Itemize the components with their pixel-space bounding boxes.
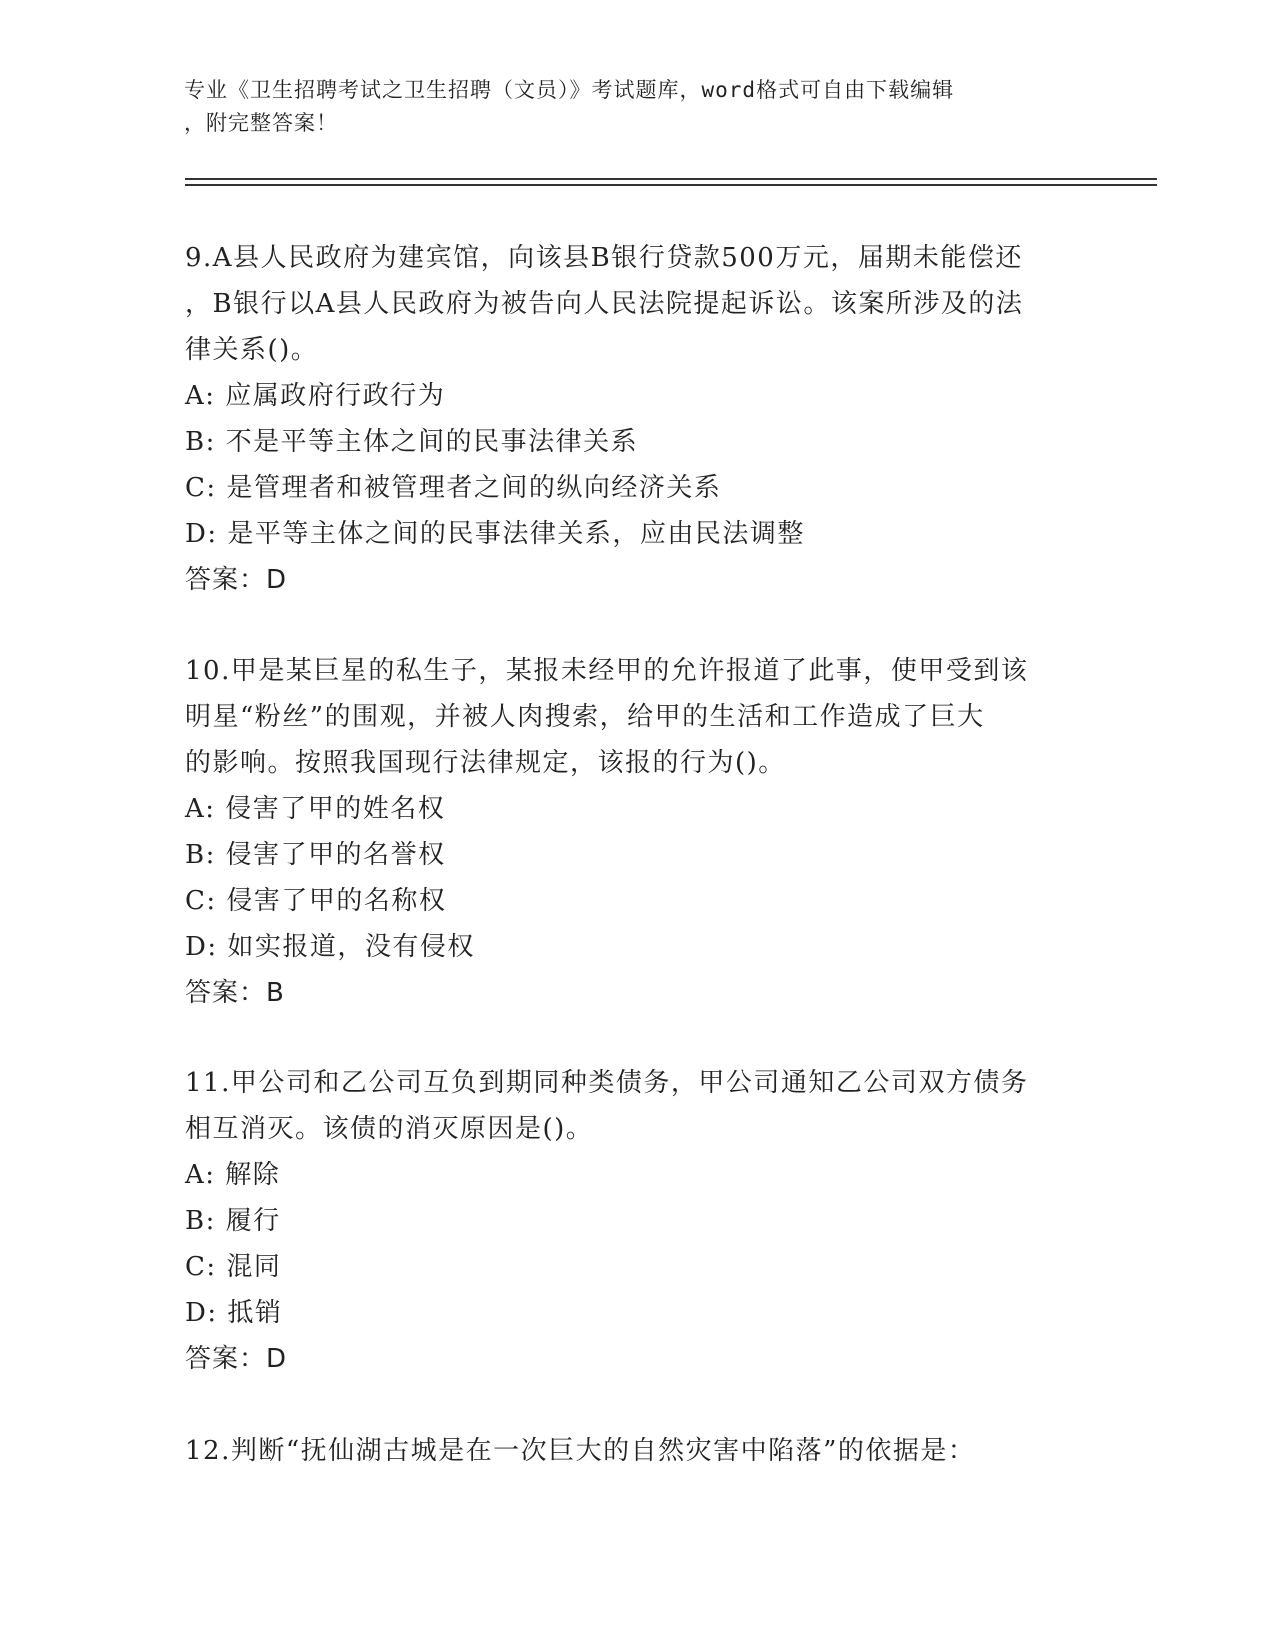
question-stem [185,235,1085,373]
question-9 [185,235,1085,603]
option-c: C: 侵害了甲的名称权 [185,886,447,916]
option-d: D: 是平等主体之间的民事法律关系，应由民法调整 [185,519,805,549]
header-line-2: ，附完整答案！ [184,111,338,135]
question-11 [185,1060,1085,1382]
question-stem [185,648,1085,786]
answer-label: 答案：D [185,565,288,595]
stem-line: 11.甲公司和乙公司互负到期同种类债务，甲公司通知乙公司双方债务 [185,1068,1029,1098]
stem-line: 的影响。按照我国现行法律规定，该报的行为()。 [185,748,786,778]
stem-line: 明星“粉丝”的围观，并被人肉搜索，给甲的生活和工作造成了巨大 [185,702,985,732]
option-d: D: 如实报道，没有侵权 [185,932,475,962]
question-10 [185,648,1085,1016]
answer-label: 答案：B [185,978,285,1008]
option-d: D: 抵销 [185,1298,283,1328]
question-12 [185,1428,1085,1474]
document-header [184,74,1084,140]
stem-line: 10.甲是某巨星的私生子，某报未经甲的允许报道了此事，使甲受到该 [185,656,1029,686]
option-b: B: 履行 [185,1206,281,1236]
question-stem [185,1060,1085,1152]
header-divider-bottom [185,184,1157,186]
option-b: B: 不是平等主体之间的民事法律关系 [185,427,639,457]
option-a: A: 应属政府行政行为 [185,381,446,411]
option-a: A: 侵害了甲的姓名权 [185,794,446,824]
question-stem [185,1428,1085,1474]
header-divider-top [185,178,1157,180]
stem-line: 12.判断“抚仙湖古城是在一次巨大的自然灾害中陷落”的依据是： [185,1436,976,1466]
stem-line: 律关系()。 [185,335,319,365]
header-line-1: 专业《卫生招聘考试之卫生招聘（文员）》考试题库，word格式可自由下载编辑 [184,78,955,102]
answer-label: 答案：D [185,1344,288,1374]
option-b: B: 侵害了甲的名誉权 [185,840,446,870]
stem-line: ，B银行以A县人民政府为被告向人民法院提起诉讼。该案所涉及的法 [185,289,1024,319]
stem-line: 相互消灭。该债的消灭原因是()。 [185,1114,594,1144]
option-a: A: 解除 [185,1160,281,1190]
stem-line: 9.A县人民政府为建宾馆，向该县B银行贷款500万元，届期未能偿还 [185,243,1023,273]
option-c: C: 混同 [185,1252,282,1282]
option-c: C: 是管理者和被管理者之间的纵向经济关系 [185,473,722,503]
